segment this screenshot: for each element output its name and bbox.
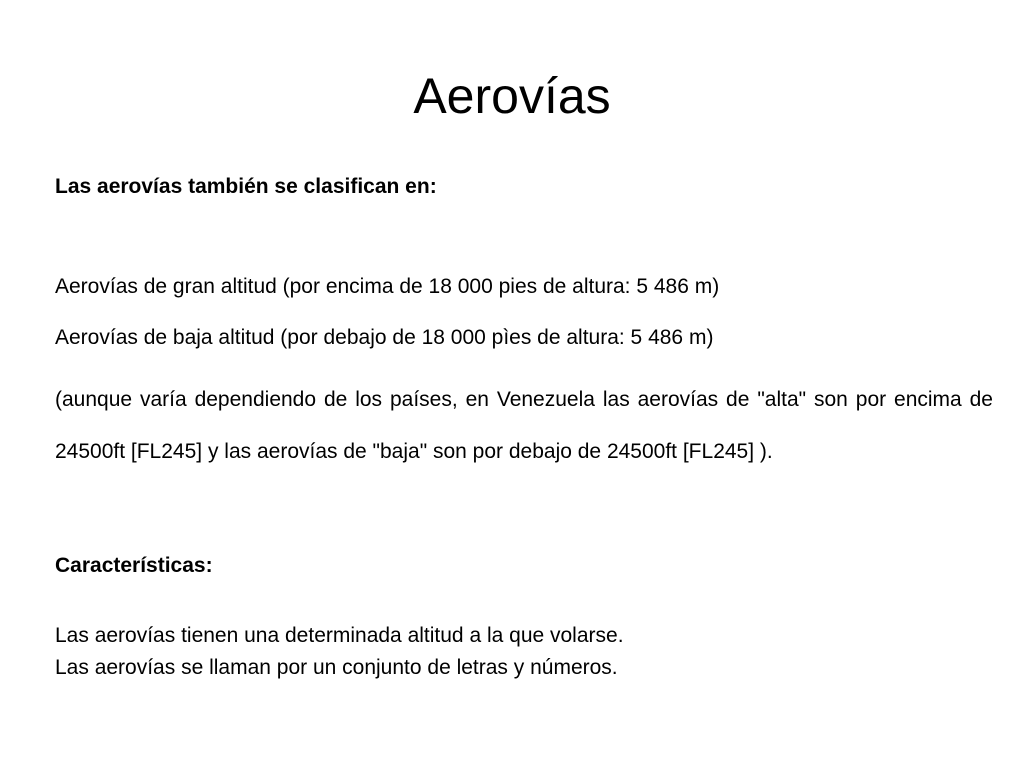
high-altitude-airways-line: Aerovías de gran altitud (por encima de 18 000 pies de altura: 5 486 m) xyxy=(55,275,720,298)
low-altitude-airways-line: Aerovías de baja altitud (por debajo de 18 000 pìes de altura: 5 486 m) xyxy=(55,326,714,349)
features-heading: Características: xyxy=(55,554,213,577)
features-list xyxy=(55,620,993,684)
intro-heading: Las aerovías también se clasifican en: xyxy=(55,175,437,198)
feature-item: Las aerovías tienen una determinada altitud a la que volarse. xyxy=(55,624,624,647)
feature-item: Las aerovías se llaman por un conjunto de letras y números. xyxy=(55,656,618,679)
slide-title: Aerovías xyxy=(413,68,611,124)
venezuela-note-paragraph: (aunque varía dependiendo de los países, en Venezuela las aerovías de "alta" son por encima de 24500ft [FL245] y las aerovías de "baja" son por debajo de 24500ft [FL245] ). xyxy=(55,388,993,463)
